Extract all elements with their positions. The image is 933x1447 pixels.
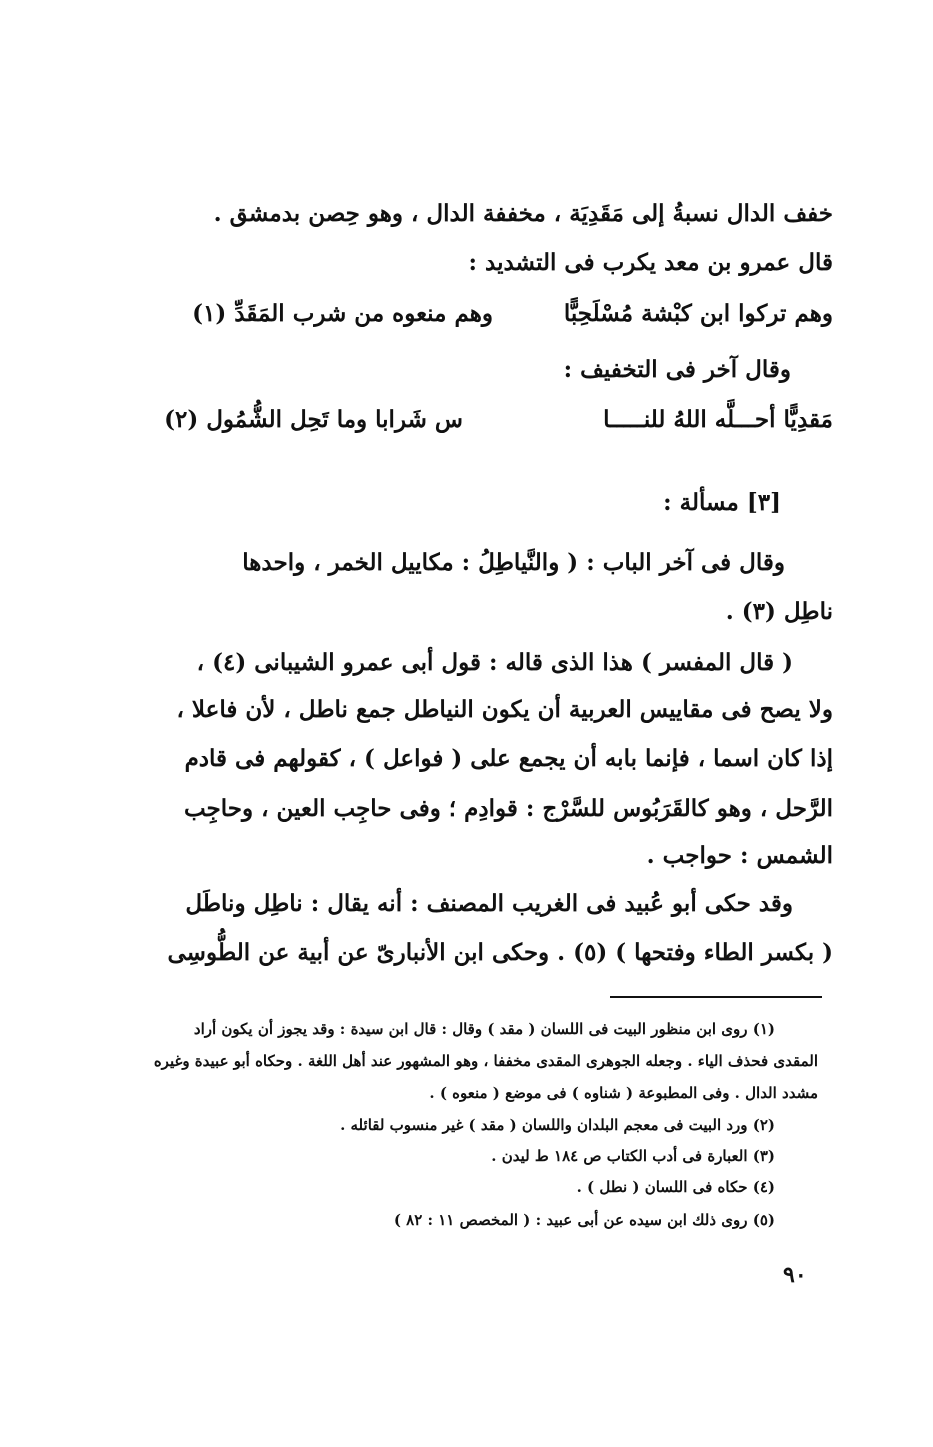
verse-second-hemistich: س شَرابا وما تَحِل الشُّمُول (٢) <box>164 406 463 433</box>
text-line: وقال آخر فى التخفيف : <box>563 356 791 383</box>
text-line: ناطِل (٣) . <box>725 598 833 625</box>
page-number: ٩٠ <box>783 1262 807 1288</box>
section-heading: [٣] مسألة : <box>663 489 781 516</box>
footnote-line: (٣) العبارة فى أدب الكتاب ص ١٨٤ ط ليدن . <box>491 1147 775 1165</box>
footnote-line: المقدى فحذف الياء . وجعله الجوهرى المقدى مخففا ، وهو المشهور عند أهل اللغة . وحكاه أبو عبيدة وغيره <box>153 1052 818 1070</box>
text-line: وقال فى آخر الباب : ( والنَّياطِلُ : مكاييل الخمر ، واحدها <box>242 549 785 576</box>
footnote-line: (١) روى ابن منظور البيت فى اللسان ( مقد ) وقال : قال ابن سيدة : وقد يجوز أن يكون أراد <box>193 1020 775 1038</box>
text-line: ( قال المفسر ) هذا الذى قاله : قول أبى عمرو الشيبانى (٤) ، <box>196 649 793 676</box>
text-line: إذا كان اسما ، فإنما بابه أن يجمع على ( فواعل ) ، كقولهم فى قادم <box>184 745 833 772</box>
text-line: وقد حكى أبو عُبيد فى الغريب المصنف : أنه يقال : ناطِل وناطَل <box>185 890 793 917</box>
text-line: الرَّحل ، وهو كالقَرَبُوس للسَّرْج : قوادِم ؛ وفى حاجِب العين ، وحاجِب <box>183 795 833 822</box>
text-line: ولا يصح فى مقاييس العربية أن يكون النياطل جمع ناطل ، لأن فاعلا ، <box>176 696 833 723</box>
footnote-line: (٢) ورد البيت فى معجم البلدان واللسان ( مقد ) غير منسوب لقائله . <box>340 1116 775 1134</box>
footnote-separator <box>610 996 822 998</box>
text-line: خفف الدال نسبةُ إلى مَقَدِيَة ، مخففة الدال ، وهو حِصن بدمشق . <box>213 200 833 227</box>
text-line: ( بكسر الطاء وفتحها ) (٥) . وحكى ابن الأنبارىّ عن أبية عن الطُّوسِى <box>167 939 833 966</box>
footnote-line: (٤) حكاه فى اللسان ( نطل ) . <box>576 1178 775 1196</box>
text-line: قال عمرو بن معد يكرب فى التشديد : <box>468 249 833 276</box>
footnote-line: (٥) روى ذلك ابن سيده عن أبى عبيد : ( المخصص ١١ : ٨٢ ) <box>393 1211 775 1229</box>
footnote-line: مشدد الدال . وفى المطبوعة ( شناوه ) فى موضع ( منعوه ) . <box>429 1084 818 1102</box>
verse-second-hemistich: وهم منعوه من شرب المَقَدِّ (١) <box>192 300 493 327</box>
text-line: الشمس : حواجب . <box>646 842 833 869</box>
verse-first-hemistich: وهم تركوا ابن كبْشة مُسْلَحِبًّا <box>563 300 833 327</box>
verse-first-hemistich: مَقدِيًّا أحـــلَّه اللهُ للنـــــا <box>603 406 833 433</box>
